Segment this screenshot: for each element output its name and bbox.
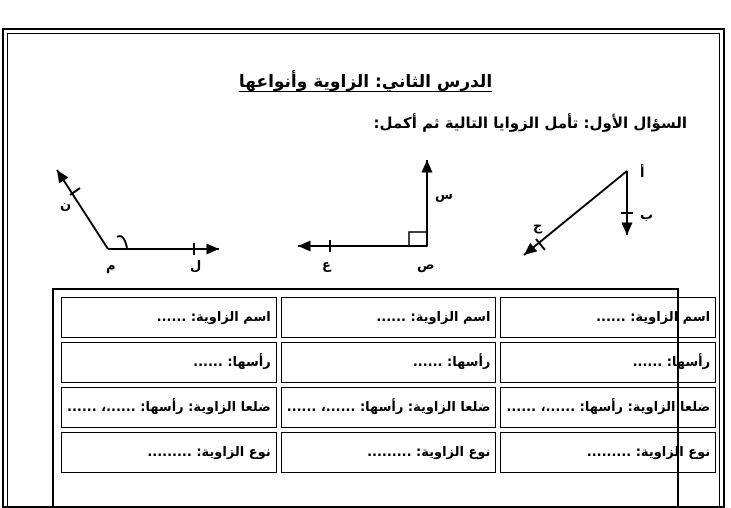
angle-sad-figure [298,160,453,273]
row-angle-name [61,297,716,338]
answer-cell: نوع الزاوية: ......... [61,432,277,473]
answer-cell: ضلعا الزاوية: رأسها: ......، ...... [500,387,716,428]
row-vertex [61,342,716,383]
answer-cell: ضلعا الزاوية: رأسها: ......، ...... [61,387,277,428]
answer-table [52,288,711,508]
label-alef: أ [640,166,645,181]
row-angle-type [61,432,716,473]
label-jeem: ج [533,219,543,234]
label-nun: ن [60,198,72,213]
answer-cell: رأسها: ...... [61,342,277,383]
question-prompt: السؤال الأول: تأمل الزوايا التالية ثم أكمل: [373,114,687,132]
angle-abj-figure [524,164,653,255]
lesson-title: الدرس الثاني: الزاوية وأنواعها [238,72,493,92]
right-angle-marker [409,232,427,246]
answer-cell: اسم الزاوية: ...... [500,297,716,338]
answer-cell: نوع الزاوية: ......... [281,432,497,473]
answer-cell: رأسها: ...... [281,342,497,383]
answer-cell: اسم الزاوية: ...... [61,297,277,338]
angle-mim-figure [57,170,219,274]
answer-cell: اسم الزاوية: ...... [281,297,497,338]
answer-cell: ضلعا الزاوية: رأسها: ......، ...... [281,387,497,428]
row-sides [61,387,716,428]
answer-cell: نوع الزاوية: ......... [500,432,716,473]
label-lam: ل [190,259,202,274]
label-ba: ب [640,208,654,223]
answer-cell: رأسها: ...... [500,342,716,383]
angle-arc [117,236,127,248]
label-ain: ع [322,258,331,273]
label-sin: س [435,188,453,203]
label-mim: م [106,259,116,274]
label-sad: ص [417,258,435,273]
